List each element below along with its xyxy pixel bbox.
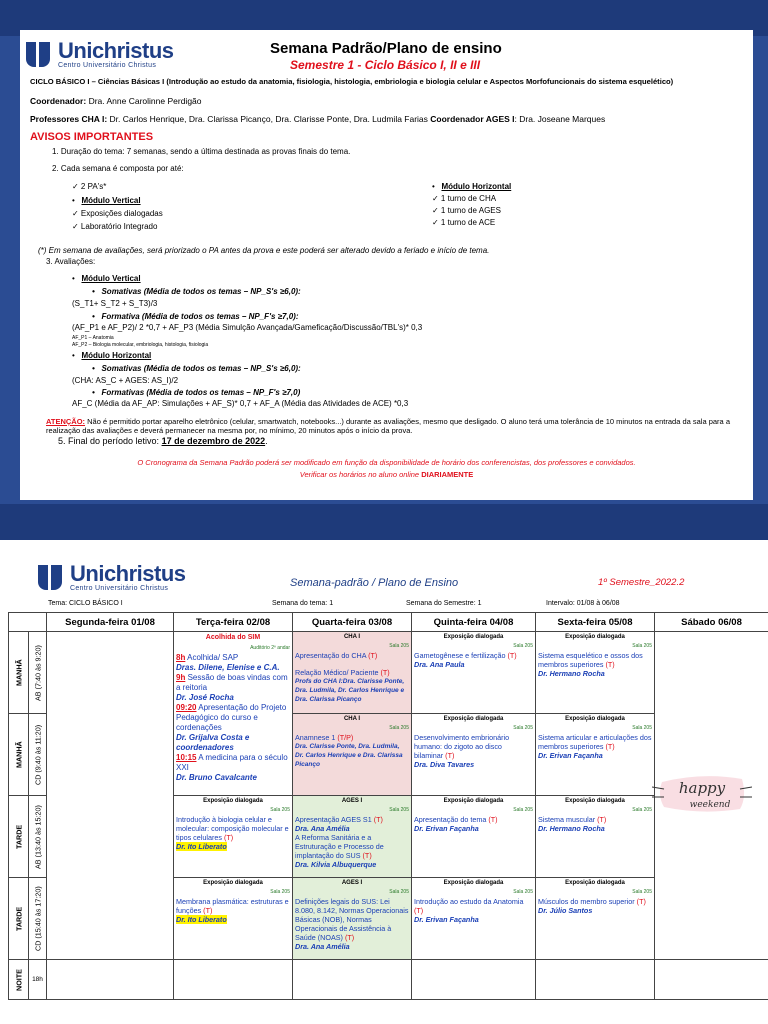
end-of-term-period: . [265, 436, 268, 446]
fri-tab-prof: Dr. Hermano Rocha [538, 824, 605, 833]
slot-label-night: 18h [29, 960, 47, 1000]
wed-ab-prof: Profs do CHA I:Dra. Clarisse Ponte, Dra. Ludmila, Dr. Carlos Henrique e Dra. Clarissa Picanço [295, 678, 405, 703]
thu-ab-text: Gametogênese e fertilização [414, 651, 508, 660]
slot-label-morning-ab: AB (7:40 às 9:20) [29, 632, 47, 714]
logo-name: Unichristus [58, 38, 174, 63]
fri-cd-sala: Sala 205 [632, 725, 652, 731]
tema-label: Tema: CICLO BÁSICO I [48, 600, 123, 607]
day-header-thursday: Quinta-feira 04/08 [412, 613, 536, 632]
semester-label: 1º Semestre_2022.2 [598, 577, 685, 588]
aviso-item-1: 1. Duração do tema: 7 semanas, sendo a última destinada as provas finais do tema. [52, 147, 351, 156]
fri-tcd-text: Músculos do membro superior [538, 897, 637, 906]
wed-cd-text: Anamnese 1 [295, 733, 338, 742]
eval-vertical-module: • Módulo Vertical [72, 274, 141, 283]
wed-tab-head: AGES I [341, 798, 363, 804]
formativas-horizontal: • Formativas (Média de todos os temas – NP_F's ≥7,0) [92, 388, 301, 397]
vertical-module-label: Módulo Vertical [81, 196, 141, 205]
tue-tab-topic [176, 815, 290, 842]
thu-cd-sala: Sala 205 [513, 725, 533, 731]
cell-thursday-tcd [412, 878, 536, 960]
period-label-afternoon-2: TARDE [9, 878, 29, 960]
laboratorio-item: ✓ Laboratório Integrado [72, 222, 158, 231]
professors-label: Professores CHA I: [30, 114, 108, 124]
happy-weekend-sticker [652, 767, 752, 817]
day-header-saturday: Sábado 06/08 [655, 613, 768, 632]
tue-am-prof-1: Dras. Dilene, Elenise e C.A. [176, 663, 280, 672]
wed-cd-head: CHA I [343, 716, 361, 722]
fri-tcd-t-mark: (T) [636, 897, 646, 906]
end-of-term-label: 5. Final do período letivo: [58, 436, 162, 446]
horizontal-module-label: Módulo Horizontal [441, 182, 512, 191]
row-night [9, 960, 768, 1000]
fri-tab-text: Sistema muscular [538, 815, 598, 824]
logo-name-2: Unichristus [70, 561, 186, 586]
logo-subtitle-2: Centro Universitário Christus [70, 585, 169, 592]
thu-tcd-prof: Dr. Erivan Façanha [414, 915, 479, 924]
somativas-horizontal: • Somativas (Média de todos os temas – NP_S's ≥6,0): [92, 364, 301, 373]
pas-item: ✓ 2 PA's* [72, 182, 107, 191]
fri-ab-topic [538, 651, 652, 669]
wed-ab-text-1: Apresentação do CHA [295, 651, 369, 660]
professors-line [30, 114, 750, 124]
coordinator-value: Dra. Anne Carolinne Perdigão [86, 96, 202, 106]
tue-am-item-4 [176, 753, 290, 773]
thu-ab-topic [414, 651, 533, 660]
wed-cd-tp-mark: (T/P) [337, 733, 354, 742]
wed-tcd-prof: Dra. Ana Amélia [295, 942, 350, 951]
logo-u-icon-2 [36, 563, 66, 593]
tue-tcd-text: Membrana plasmática: estruturas e funções [176, 897, 289, 915]
day-header-tuesday: Terça-feira 02/08 [174, 613, 293, 632]
tue-am-text-4: A medicina para o século XXI [176, 753, 288, 772]
period-label-night: NOITE [9, 960, 29, 1000]
atencao-label: ATENÇÃO: [46, 417, 86, 426]
tue-tcd-topic [176, 897, 290, 915]
tue-tcd-head: Exposição dialogada [203, 880, 263, 886]
coordinator-label: Coordenador: [30, 96, 87, 106]
tue-tcd-t-mark: (T) [203, 906, 213, 915]
tue-am-item-3 [176, 703, 290, 733]
tue-am-time-1: 8h [176, 653, 186, 662]
wed-tcd-sala: Sala 205 [389, 889, 409, 895]
semana-semestre-label: Semana do Semestre: 1 [406, 600, 482, 607]
wed-ab-text-2: Relação Médico/ Paciente [295, 668, 381, 677]
thu-tab-sala: Sala 205 [513, 807, 533, 813]
thu-tab-text: Apresentação do tema [414, 815, 489, 824]
tue-am-prof-3: Dr. Grijalva Costa e coordenadores [176, 733, 250, 752]
tue-tcd-sala: Sala 205 [270, 889, 290, 895]
atencao-text: Não é permitido portar aparelho eletrônico (celular, smartwatch, notebooks...) durante as avaliações, mesmo que desligado. O aluno terá uma tolerância de 10 minutos na entrada da sala para a realização das avaliações e deverá permanecer na mesma por, no mínimo, 20 minutos após o início da prova. [46, 417, 730, 435]
cell-thursday-ab [412, 632, 536, 714]
formula-somativas-vertical: (S_T1+ S_T2 + S_T3)/3 [72, 299, 158, 308]
fri-ab-head: Exposição dialogada [565, 634, 625, 640]
aviso-item-2: 2. Cada semana é composta por até: [52, 164, 184, 173]
somativas-vertical: • Somativas (Média de todos os temas – NP_S's ≥6,0): [92, 287, 301, 296]
day-header-friday: Sexta-feira 05/08 [536, 613, 655, 632]
coordinator-line [30, 96, 202, 106]
evaluation-week-note: (*) Em semana de avaliações, será priorizado o PA antes da prova e este poderá ser alterado devido a feriado e início de tema. [38, 246, 490, 255]
cell-thursday-tab [412, 796, 536, 878]
end-of-term-line [58, 436, 268, 446]
eval-horizontal-label: Módulo Horizontal [81, 351, 152, 360]
tue-tab-head: Exposição dialogada [203, 798, 263, 804]
tue-am-text-3: Apresentação do Projeto Pedagógico do curso e cordenações [176, 703, 287, 732]
wed-ab-head: CHA I [343, 634, 361, 640]
ages-coordinator-label: Coordenador AGES I [430, 114, 515, 124]
cell-tuesday-morning [174, 632, 293, 796]
cell-tuesday-tcd [174, 878, 293, 960]
af-p2-note: AF_P2 – Biologia molecular, embriologia, histologia, fisiologia [72, 342, 209, 348]
cell-tuesday-night [174, 960, 293, 1000]
thu-cd-head: Exposição dialogada [443, 716, 504, 722]
turno-ages-item: ✓ 1 turno de AGES [432, 206, 501, 215]
fri-ab-prof: Dr. Hermano Rocha [538, 669, 605, 678]
fri-tab-t-mark: (T) [597, 815, 607, 824]
verify-emphasis: DIARIAMENTE [421, 470, 474, 479]
wed-cd-topic [295, 733, 409, 742]
logo-u-icon [24, 40, 54, 70]
wed-tcd-t-mark: (T) [344, 933, 355, 942]
cell-friday-night [536, 960, 655, 1000]
formativa-vertical: • Formativa (Média de todos os temas – NP_F's ≥7,0): [92, 312, 299, 321]
cell-wednesday-night [293, 960, 412, 1000]
thu-tcd-t-mark: (T) [414, 906, 424, 915]
day-header-wednesday: Quarta-feira 03/08 [293, 613, 412, 632]
thu-tcd-topic [414, 897, 533, 915]
cell-wednesday-ab [293, 632, 412, 714]
fri-cd-head: Exposição dialogada [565, 716, 625, 722]
tue-tab-t-mark: (T) [223, 833, 234, 842]
thu-tab-topic [414, 815, 533, 824]
fri-tab-head: Exposição dialogada [565, 798, 625, 804]
tue-am-sala: Auditório 2º andar [250, 645, 290, 651]
thu-tab-t-mark: (T) [488, 815, 498, 824]
wed-tab-topic-2 [295, 833, 409, 860]
af-p1-note: AF_P1 – Anatomia [72, 335, 114, 341]
wed-cd-sala: Sala 205 [389, 725, 409, 731]
cell-friday-tcd [536, 878, 655, 960]
formativas-horizontal-label: Formativas (Média de todos os temas – NP_F's ≥7,0) [101, 388, 301, 397]
cell-tuesday-tab [174, 796, 293, 878]
cell-saturday-night [655, 960, 768, 1000]
row-morning-ab [9, 632, 768, 714]
corner-cell [9, 613, 47, 632]
thu-cd-topic [414, 733, 533, 760]
wed-tab-text-2: A Reforma Sanitária e a Estruturação e Processo de implantação do SUS [295, 833, 384, 860]
wed-ab-topic-2 [295, 668, 409, 677]
somativas-vertical-label: Somativas (Média de todos os temas – NP_S's ≥6,0): [101, 287, 301, 296]
cell-wednesday-tcd [293, 878, 412, 960]
wed-cd-prof: Dra. Clarisse Ponte, Dra. Ludmila, Dr. Carlos Henrique e Dra. Clarissa Picanço [295, 743, 403, 768]
unichristus-logo [24, 40, 174, 70]
tue-am-text-1: Acolhida/ SAP [185, 653, 239, 662]
formativa-vertical-label: Formativa (Média de todos os temas – NP_F's ≥7,0): [101, 312, 299, 321]
fri-cd-text: Sistema articular e articulações dos membros superiores [538, 733, 652, 751]
tue-tab-text: Introdução à biologia celular e molecular: composição molecular e tipos celulares [176, 815, 289, 842]
fri-ab-t-mark: (T) [605, 660, 615, 669]
semana-tema-label: Semana do tema: 1 [272, 600, 334, 607]
thu-ab-head: Exposição dialogada [443, 634, 504, 640]
wed-tab-text-1: Apresentação AGES S1 [295, 815, 374, 824]
thu-ab-t-mark: (T) [507, 651, 517, 660]
tue-am-item-2 [176, 673, 290, 693]
formula-somativas-horizontal: (CHA: AS_C + AGES: AS_I)/2 [72, 376, 179, 385]
tue-tcd-prof: Dr. Ito Liberato [176, 915, 227, 924]
wed-tab-topic-1 [295, 815, 409, 824]
unichristus-logo-2 [36, 563, 186, 593]
tue-am-prof-2: Dr. José Rocha [176, 693, 234, 702]
schedule-header-row [9, 613, 768, 632]
cell-wednesday-tab [293, 796, 412, 878]
formula-formativa-vertical: (AF_P1 e AF_P2)/ 2 *0,7 + AF_P3 (Média Simulção Avançada/Gameficação/Discussão/TBL's)* 0,3 [72, 323, 423, 332]
fri-tcd-sala: Sala 205 [632, 889, 652, 895]
exposicoes-item: ✓ Exposições dialogadas [72, 209, 163, 218]
wed-tab-prof-1: Dra. Ana Amélia [295, 824, 350, 833]
semester-subtitle: Semestre 1 - Ciclo Básico I, II e III [290, 58, 481, 72]
fri-cd-topic [538, 733, 652, 751]
professors-value: Dr. Carlos Henrique, Dra. Clarissa Picanço, Dra. Clarisse Ponte, Dra. Ludmila Farias [107, 114, 431, 124]
tue-am-head: Acolhida do SIM [205, 634, 261, 641]
cell-thursday-night [412, 960, 536, 1000]
period-label-morning-1: MANHÃ [9, 632, 29, 714]
avisos-heading: AVISOS IMPORTANTES [30, 131, 154, 143]
cycle-description: CICLO BÁSICO I – Ciências Básicas I (Introdução ao estudo da anatomia, fisiologia, histologia, embriologia e biologia celular e Aspectos Morfofuncionais do sistema esquelético) [30, 77, 674, 86]
band-strip-bottom [0, 504, 768, 540]
page-title: Semana Padrão/Plano de ensino [270, 40, 502, 57]
logo-subtitle: Centro Universitário Christus [58, 62, 157, 69]
fri-cd-t-mark: (T) [605, 742, 615, 751]
plan-page [20, 30, 753, 500]
tue-tcd-prof-wrap [176, 915, 290, 924]
cell-monday-empty [47, 632, 174, 960]
intervalo-label: Intervalo: 01/08 à 06/08 [546, 600, 620, 607]
wed-tcd-topic [295, 897, 409, 942]
fri-tab-sala: Sala 205 [632, 807, 652, 813]
cell-friday-ab [536, 632, 655, 714]
fri-tcd-topic [538, 897, 652, 906]
ages-coordinator-value: : Dra. Joseane Marques [514, 114, 606, 124]
schedule-page [0, 555, 768, 1024]
happy-word: happy [678, 779, 726, 797]
end-of-term-date: 17 de dezembro de 2022 [161, 436, 266, 446]
turno-ace-item: ✓ 1 turno de ACE [432, 218, 496, 227]
thu-tcd-text: Introdução ao estudo da Anatomia [414, 897, 524, 906]
thu-tcd-head: Exposição dialogada [443, 880, 504, 886]
somativas-horizontal-label: Somativas (Média de todos os temas – NP_S's ≥6,0): [101, 364, 301, 373]
verify-note [20, 470, 753, 479]
wed-tcd-head: AGES I [341, 880, 363, 886]
vertical-module-item: • Módulo Vertical [72, 196, 141, 205]
tue-am-item-1 [176, 653, 290, 663]
wed-ab-sala: Sala 205 [389, 643, 409, 649]
atencao-paragraph [46, 417, 746, 435]
turno-cha-item: ✓ 1 turno de CHA [432, 194, 497, 203]
thu-cd-prof: Dra. Diva Tavares [414, 760, 475, 769]
aviso-item-3: 3. Avaliações: [46, 257, 96, 266]
wed-tab-prof-2: Dra. Kilvia Albuquerque [295, 860, 377, 869]
wed-ab-t-mark-1: (T) [368, 651, 378, 660]
schedule-title: Semana-padrão / Plano de Ensino [290, 577, 459, 589]
tue-am-prof-4: Dr. Bruno Cavalcante [176, 773, 257, 782]
thu-tab-head: Exposição dialogada [443, 798, 504, 804]
wed-tab-t-mark-2: (T) [362, 851, 372, 860]
fri-tab-topic [538, 815, 652, 824]
cell-wednesday-cd [293, 714, 412, 796]
eval-horizontal-module: • Módulo Horizontal [72, 351, 152, 360]
wed-ab-topic-1 [295, 651, 409, 660]
horizontal-module-item: • Módulo Horizontal [432, 182, 512, 191]
thu-cd-t-mark: (T) [445, 751, 455, 760]
cell-friday-tab [536, 796, 655, 878]
weekend-word: weekend [689, 800, 731, 810]
wed-tab-sala: Sala 205 [389, 807, 409, 813]
verify-text: Verificar os horários no aluno online [299, 470, 422, 479]
thu-tcd-sala: Sala 205 [513, 889, 533, 895]
thu-ab-prof: Dra. Ana Paula [414, 660, 465, 669]
fri-ab-sala: Sala 205 [632, 643, 652, 649]
slot-label-morning-cd: CD (9:40 às 11:20) [29, 714, 47, 796]
tue-tab-sala: Sala 205 [270, 807, 290, 813]
tue-tab-prof-wrap [176, 842, 290, 851]
tue-am-text-2: Sessão de boas vindas com a reitoria [176, 673, 288, 692]
thu-tab-prof: Dr. Erivan Façanha [414, 824, 479, 833]
cell-thursday-cd [412, 714, 536, 796]
tue-am-time-4: 10:15 [176, 753, 197, 762]
thu-cd-text: Desenvolvimento embrionário humano: do zigoto ao disco bilaminar [414, 733, 510, 760]
day-header-monday: Segunda-feira 01/08 [47, 613, 174, 632]
fri-ab-text: Sistema esquelético e ossos dos membros superiores [538, 651, 643, 669]
thu-ab-sala: Sala 205 [513, 643, 533, 649]
tue-tab-prof: Dr. Ito Liberato [176, 842, 227, 851]
slot-label-afternoon-ab: AB (13:40 às 15:20) [29, 796, 47, 878]
cell-friday-cd [536, 714, 655, 796]
formula-formativas-horizontal: AF_C (Média da AF_AP: Simulações + AF_S)* 0,7 + AF_A (Média das Atividades de ACE) *0,3 [72, 399, 409, 408]
cell-monday-night [47, 960, 174, 1000]
tue-am-time-2: 9h [176, 673, 186, 682]
wed-ab-t-mark-2: (T) [380, 668, 390, 677]
fri-tcd-prof: Dr. Júlio Santos [538, 906, 593, 915]
eval-vertical-label: Módulo Vertical [81, 274, 141, 283]
fri-tcd-head: Exposição dialogada [565, 880, 625, 886]
wed-tcd-text: Definições legais do SUS: Lei 8.080, 8.142, Normas Operacionais Básicas (NOB), Normas Operacionais de Assistência à Saúde (NOAS) [295, 897, 409, 942]
slot-label-afternoon-cd: CD (15:40 às 17:20) [29, 878, 47, 960]
period-label-morning-2: MANHÃ [9, 714, 29, 796]
tue-am-time-3: 09:20 [176, 703, 197, 712]
fri-cd-prof: Dr. Erivan Façanha [538, 751, 603, 760]
cronograma-note: O Cronograma da Semana Padrão poderá ser modificado em função da disponibilidade de horário dos conferencistas, dos professores e convidados. [137, 458, 636, 467]
wed-tab-t-mark-1: (T) [373, 815, 383, 824]
period-label-afternoon-1: TARDE [9, 796, 29, 878]
